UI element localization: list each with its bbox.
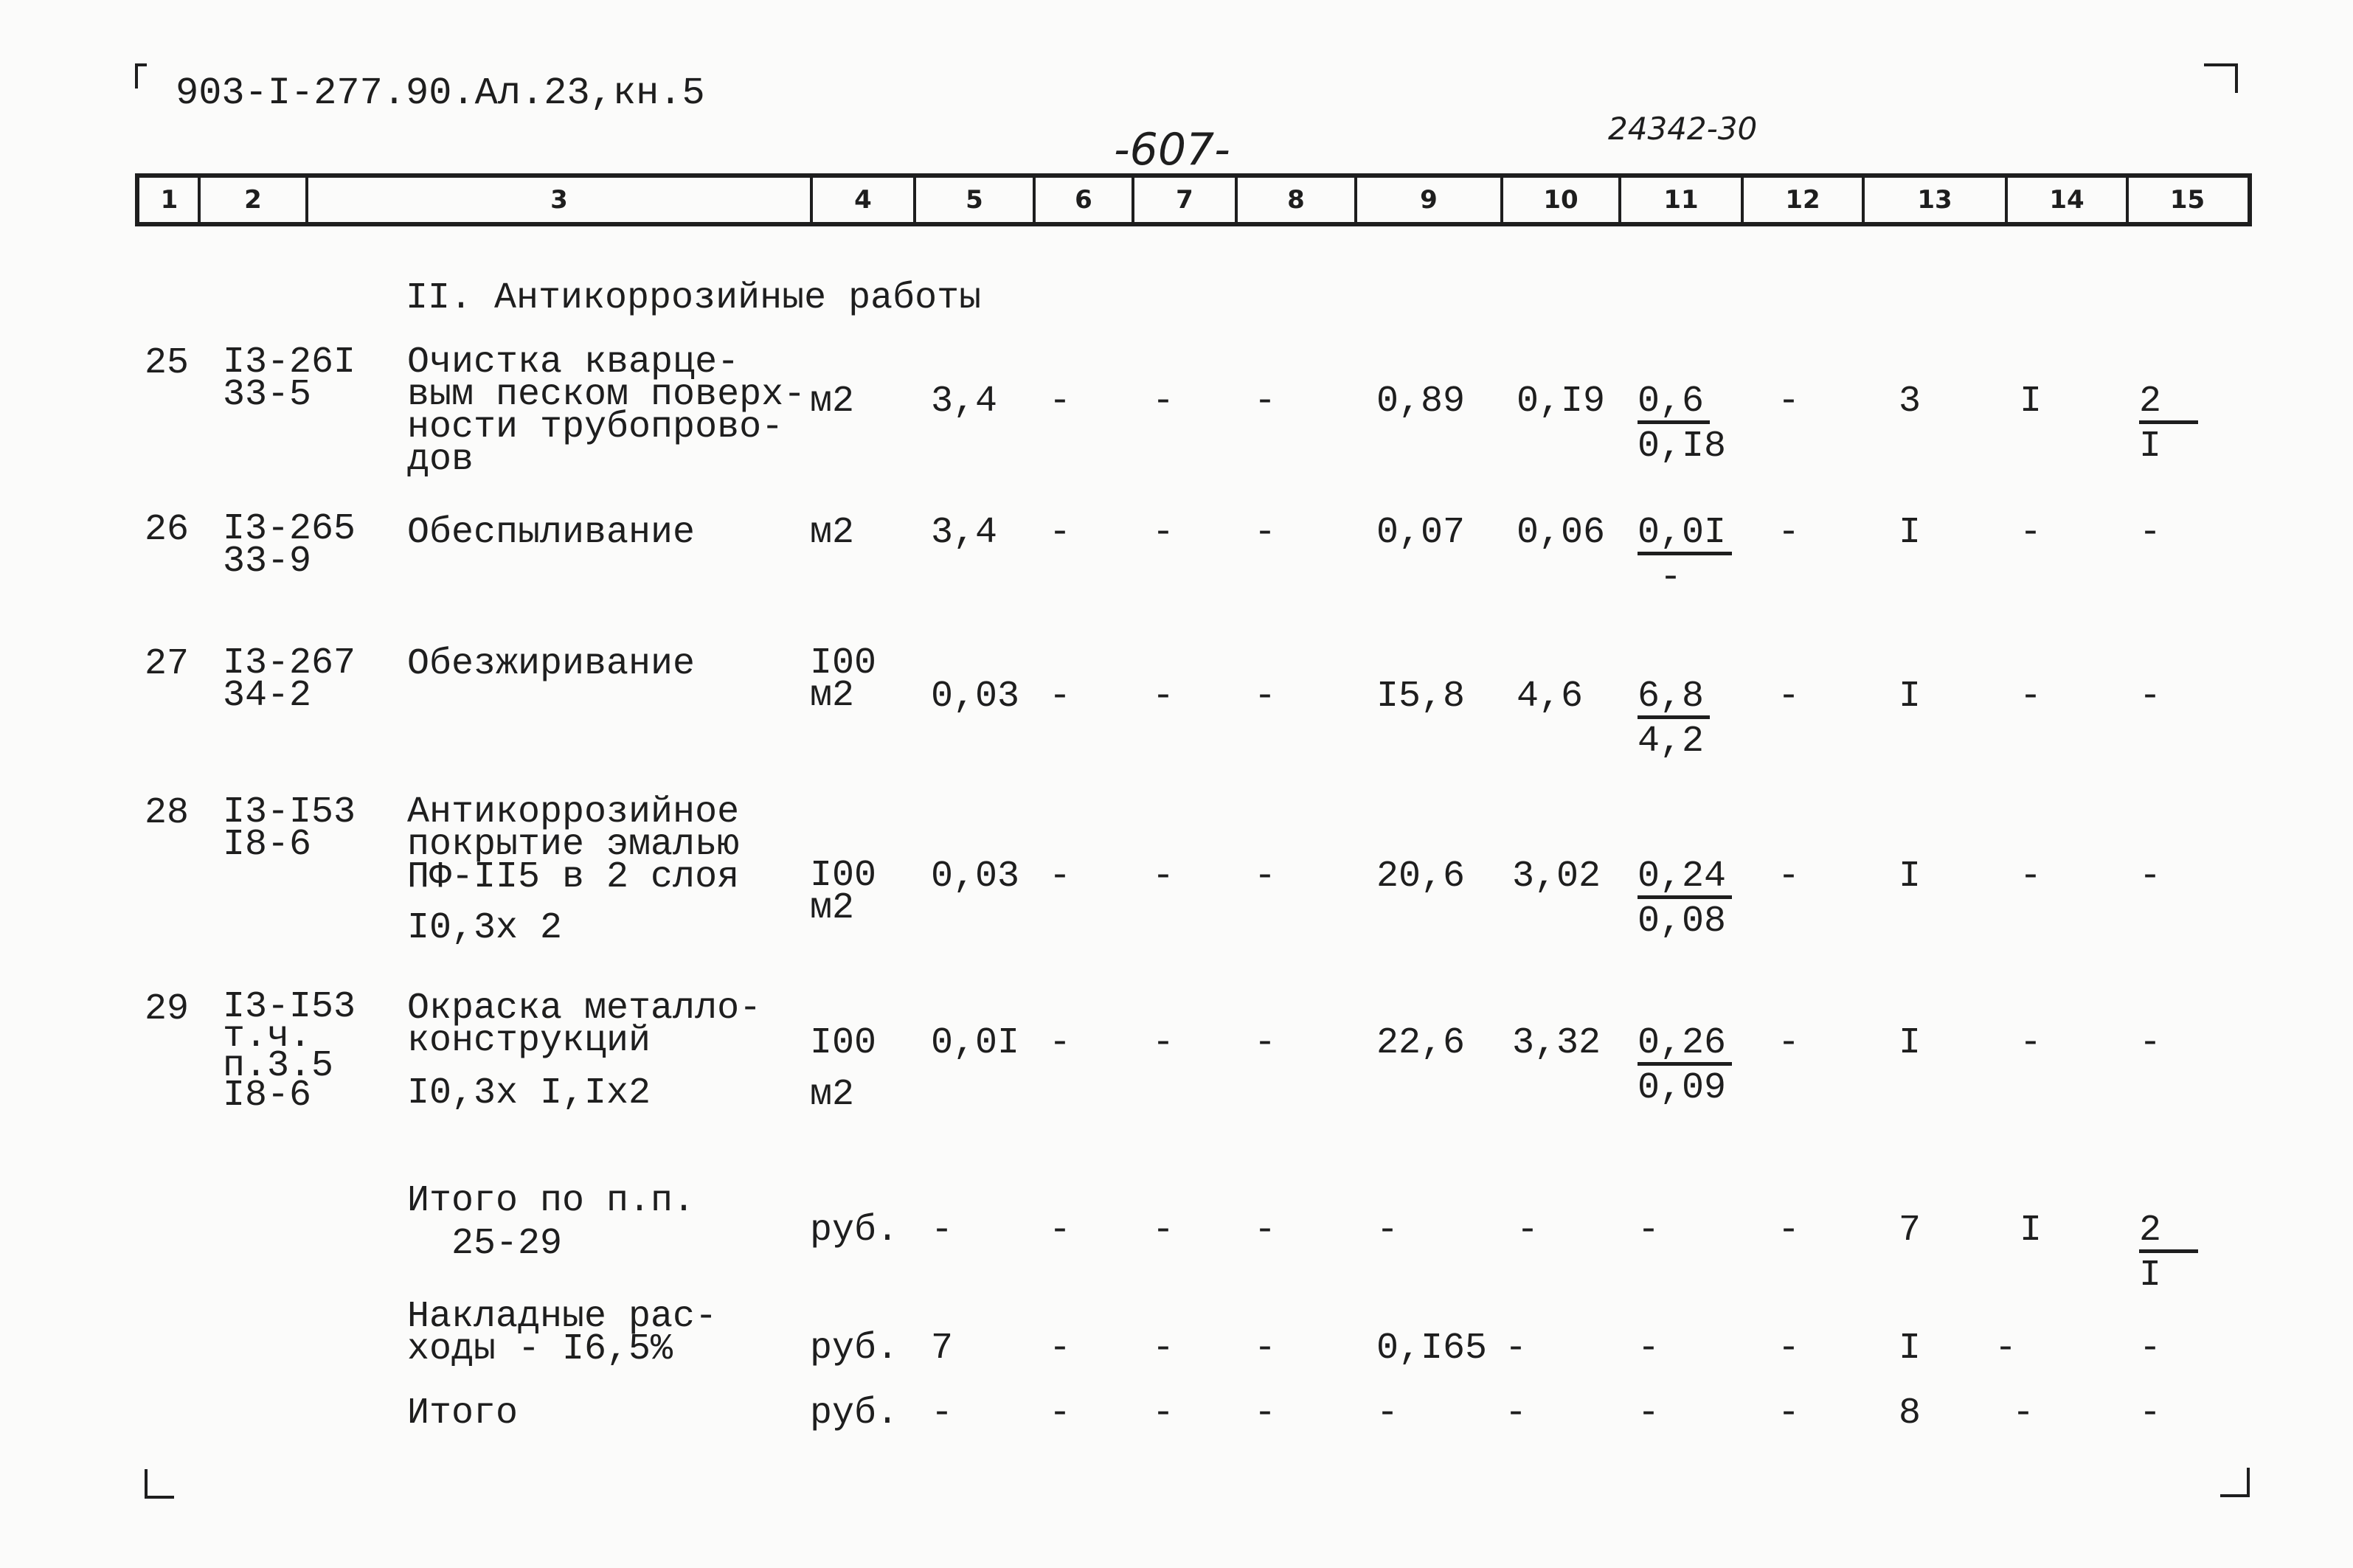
totals-col10: -	[1517, 1210, 1539, 1252]
row-col12: -	[1778, 381, 1801, 423]
row-number: 26	[145, 509, 190, 551]
totals-col7: -	[1152, 1392, 1175, 1435]
totals-col8: -	[1254, 1210, 1277, 1252]
row-col11-denominator: 0,08	[1638, 901, 1727, 943]
row-col9: 20,6	[1376, 856, 1466, 898]
totals-col15: -	[2139, 1392, 2162, 1435]
totals-col11: -	[1638, 1210, 1660, 1252]
totals-unit: руб.	[810, 1392, 899, 1435]
row-col13: I	[1899, 1022, 1921, 1064]
row-col14: -	[2020, 512, 2042, 554]
totals-col14: -	[1995, 1328, 2017, 1370]
row-unit-extra: м2	[810, 1074, 855, 1116]
row-code: I3-I53 I8-6	[223, 791, 356, 866]
totals-label: Итого	[407, 1392, 519, 1435]
row-col11-numerator: 0,24	[1638, 860, 1732, 899]
totals-col9: -	[1376, 1392, 1399, 1435]
totals-col13: I	[1899, 1328, 1921, 1370]
row-name: Обеспыливание	[407, 512, 696, 554]
column-number-8: 8	[1287, 185, 1305, 215]
totals-col12: -	[1778, 1392, 1801, 1435]
row-col9: 22,6	[1376, 1022, 1466, 1064]
row-col15-numerator: 2	[2139, 385, 2198, 424]
row-name-extra: I0,3x I,Ix2	[407, 1072, 651, 1114]
row-col8: -	[1254, 1022, 1277, 1064]
totals-col10: -	[1505, 1392, 1528, 1435]
column-number-5: 5	[966, 185, 983, 215]
row-col12: -	[1778, 1022, 1801, 1064]
row-col9: I5,8	[1376, 676, 1466, 718]
totals-col7: -	[1152, 1210, 1175, 1252]
totals-unit: руб.	[810, 1210, 899, 1252]
row-col12: -	[1778, 856, 1801, 898]
row-name: Окраска металло- конструкций	[407, 988, 762, 1062]
row-name: Обезжиривание	[407, 643, 696, 685]
row-col7: -	[1152, 676, 1175, 718]
totals-col8: -	[1254, 1328, 1277, 1370]
row-col10: 4,6	[1517, 676, 1584, 718]
corner-mark-bottom-right	[2220, 1468, 2250, 1497]
totals-col13: 7	[1899, 1210, 1921, 1252]
row-col12: -	[1778, 512, 1801, 554]
row-col7: -	[1152, 381, 1175, 423]
totals-col6: -	[1049, 1210, 1072, 1252]
column-number-3: 3	[550, 185, 568, 215]
row-col11-fraction	[1638, 856, 1732, 943]
totals-label: Итого по п.п. 25-29	[407, 1180, 696, 1265]
column-number-1: 1	[160, 185, 179, 215]
column-number-11: 11	[1663, 185, 1699, 215]
row-unit: I00 м2	[810, 855, 877, 929]
row-col13: I	[1899, 512, 1921, 554]
row-name: Очистка кварце- вым песком поверх- ности трубопрово- дов	[407, 341, 806, 481]
column-number-15: 15	[2169, 185, 2205, 215]
row-col14: -	[2020, 856, 2042, 898]
row-col10: 0,06	[1517, 512, 1606, 554]
row-unit: м2	[810, 381, 855, 423]
section-title: II. Антикоррозийные работы	[406, 277, 982, 319]
row-col11-denominator: 4,2	[1638, 721, 1705, 763]
totals-col5: 7	[931, 1328, 954, 1370]
totals-col8: -	[1254, 1392, 1277, 1435]
row-col6: -	[1049, 856, 1072, 898]
row-col11-fraction	[1638, 381, 1727, 468]
row-col15-fraction	[2139, 381, 2198, 468]
row-col14: I	[2020, 381, 2042, 423]
row-col6: -	[1049, 512, 1072, 554]
row-col8: -	[1254, 512, 1277, 554]
column-number-7: 7	[1176, 185, 1193, 215]
row-col5: 3,4	[931, 512, 998, 554]
row-col11-fraction	[1638, 512, 1732, 599]
column-number-6: 6	[1075, 185, 1092, 215]
row-col5: 0,03	[931, 856, 1020, 898]
column-number-14: 14	[2049, 185, 2085, 215]
row-col10: 3,02	[1512, 856, 1601, 898]
totals-col10: -	[1505, 1328, 1528, 1370]
row-unit: I00	[810, 1022, 877, 1064]
row-col11-denominator: -	[1660, 557, 1683, 599]
row-col10: 0,I9	[1517, 381, 1606, 423]
totals-col11: -	[1638, 1392, 1660, 1435]
row-col5: 3,4	[931, 381, 998, 423]
row-code: I3-267 34-2	[223, 642, 356, 717]
row-col11-numerator: 6,8	[1638, 680, 1710, 719]
row-col11-denominator: 0,09	[1638, 1067, 1727, 1109]
row-col7: -	[1152, 856, 1175, 898]
row-col11-numerator: 0,0I	[1638, 516, 1732, 555]
row-col7: -	[1152, 1022, 1175, 1064]
row-col9: 0,89	[1376, 381, 1466, 423]
column-number-10: 10	[1543, 185, 1579, 215]
row-col12: -	[1778, 676, 1801, 718]
document-code: 903-I-277.90.Ал.23,кн.5	[176, 72, 705, 115]
totals-col14: -	[2012, 1392, 2035, 1435]
totals-col12: -	[1778, 1328, 1801, 1370]
totals-col9: 0,I65	[1376, 1328, 1488, 1370]
row-col13: 3	[1899, 381, 1921, 423]
row-code: I3-26I 33-5	[223, 341, 356, 416]
row-col11-fraction	[1638, 1022, 1732, 1109]
row-col15: -	[2139, 1022, 2162, 1064]
row-unit: м2	[810, 512, 855, 554]
totals-col15-fraction	[2139, 1210, 2198, 1297]
row-col6: -	[1049, 676, 1072, 718]
row-name: Антикоррозийное покрытие эмалью ПФ-II5 в 2 слоя	[407, 791, 740, 898]
row-col8: -	[1254, 856, 1277, 898]
corner-mark-bottom-left	[145, 1469, 174, 1499]
totals-col5: -	[931, 1392, 954, 1435]
totals-col5: -	[931, 1210, 954, 1252]
row-col11-fraction	[1638, 676, 1710, 763]
row-col14: -	[2020, 676, 2042, 718]
row-unit: I00 м2	[810, 642, 877, 717]
totals-col15: -	[2139, 1328, 2162, 1370]
row-col8: -	[1254, 676, 1277, 718]
row-col15: -	[2139, 856, 2162, 898]
row-col5: 0,03	[931, 676, 1020, 718]
totals-col15-numerator: 2	[2139, 1214, 2198, 1253]
row-col6: -	[1049, 381, 1072, 423]
column-number-12: 12	[1785, 185, 1820, 215]
row-number: 27	[145, 643, 190, 685]
totals-col11: -	[1638, 1328, 1660, 1370]
totals-col15-denominator: I	[2139, 1255, 2162, 1297]
totals-col9: -	[1376, 1210, 1399, 1252]
row-col5: 0,0I	[931, 1022, 1020, 1064]
row-name-extra: I0,3x 2	[407, 907, 563, 949]
row-col11-numerator: 0,6	[1638, 385, 1710, 424]
row-col8: -	[1254, 381, 1277, 423]
row-col13: I	[1899, 856, 1921, 898]
column-number-9: 9	[1420, 185, 1438, 215]
row-col15-denominator: I	[2139, 426, 2162, 468]
row-code: I3-265 33-9	[223, 508, 356, 583]
totals-unit: руб.	[810, 1328, 899, 1370]
totals-label: Накладные рас- ходы - I6,5%	[407, 1296, 718, 1370]
row-col9: 0,07	[1376, 512, 1466, 554]
column-number-2: 2	[244, 185, 262, 215]
totals-col13: 8	[1899, 1392, 1921, 1435]
row-col13: I	[1899, 676, 1921, 718]
row-col15: -	[2139, 512, 2162, 554]
totals-col6: -	[1049, 1392, 1072, 1435]
reference-number: 24342-30	[1608, 111, 1758, 147]
row-col7: -	[1152, 512, 1175, 554]
row-col15: -	[2139, 676, 2162, 718]
row-col11-numerator: 0,26	[1638, 1027, 1732, 1066]
row-number: 25	[145, 342, 190, 384]
row-col14: -	[2020, 1022, 2042, 1064]
totals-col7: -	[1152, 1328, 1175, 1370]
column-number-4: 4	[854, 185, 872, 215]
row-col6: -	[1049, 1022, 1072, 1064]
page-number: -607-	[1114, 124, 1230, 176]
row-number: 28	[145, 792, 190, 834]
totals-col6: -	[1049, 1328, 1072, 1370]
row-col10: 3,32	[1512, 1022, 1601, 1064]
row-number: 29	[145, 988, 190, 1030]
row-code: I3-I53 т.ч. п.3.5 I8-6	[223, 986, 356, 1117]
column-number-13: 13	[1917, 185, 1952, 215]
totals-col12: -	[1778, 1210, 1801, 1252]
row-col11-denominator: 0,I8	[1638, 426, 1727, 468]
totals-col14: I	[2020, 1210, 2042, 1252]
